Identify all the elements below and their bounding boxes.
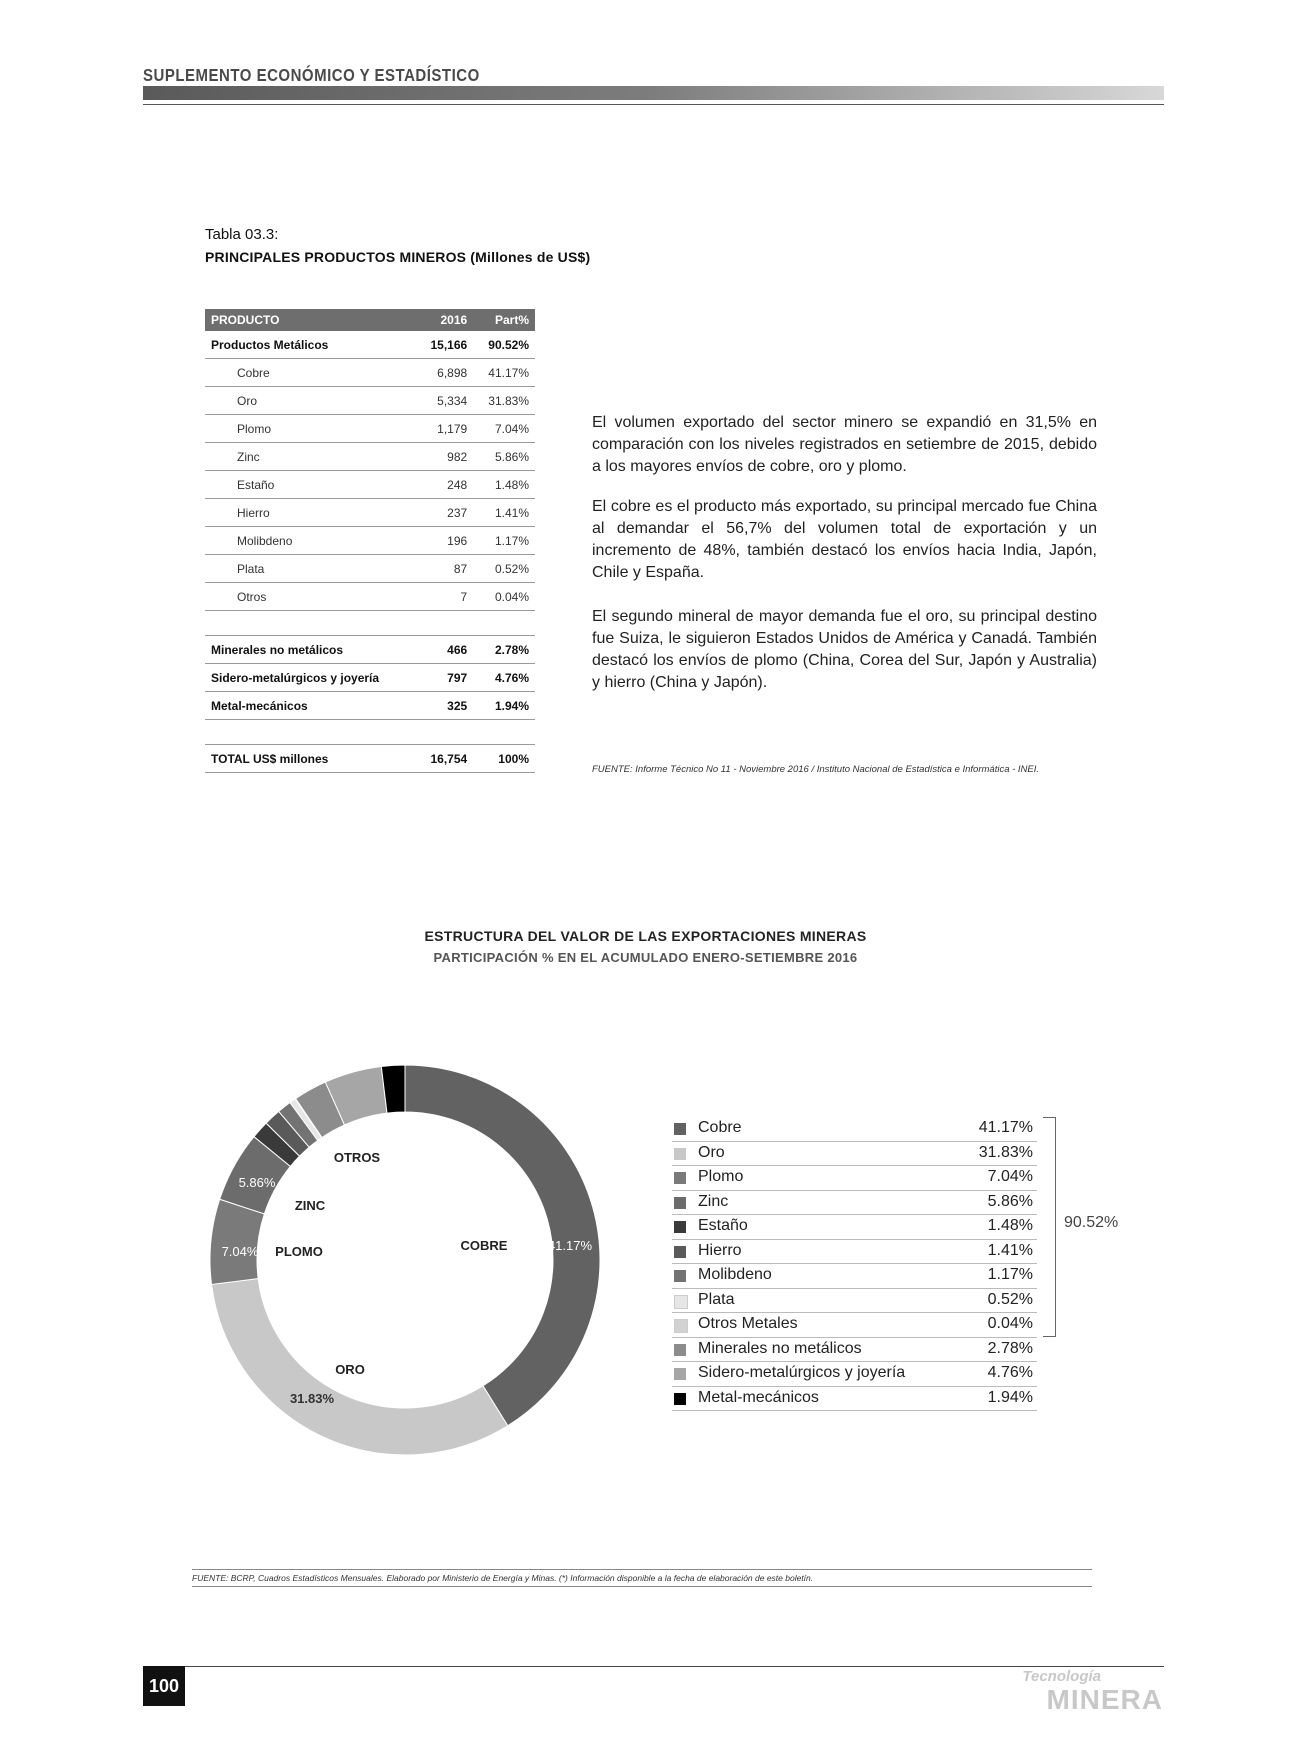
legend-value: 7.04%: [987, 1168, 1033, 1185]
cell-value: 196: [416, 527, 473, 555]
cell-part: 31.83%: [473, 387, 535, 415]
cell-value: 325: [416, 692, 473, 720]
table-row: [205, 359, 535, 387]
legend-value: 1.17%: [987, 1266, 1033, 1283]
column-header-part: Part%: [473, 309, 535, 331]
cell-name: Plomo: [205, 415, 416, 443]
table-row-group: [205, 636, 535, 664]
legend-label: Molibdeno: [698, 1266, 772, 1283]
table-total-row: [205, 745, 535, 773]
table-spacer-row: [205, 611, 535, 636]
cell-value: 466: [416, 636, 473, 664]
cell-name: Sidero-metalúrgicos y joyería: [205, 664, 416, 692]
cell-value: 87: [416, 555, 473, 583]
cell-name: Zinc: [205, 443, 416, 471]
legend-swatch: [674, 1270, 686, 1282]
table-row: [205, 527, 535, 555]
body-paragraph: El segundo mineral de mayor demanda fue el oro, su principal destino fue Suiza, le siguieron Estados Unidos de América y Canadá. También destacó los envíos de plomo (China, Corea del Sur, Japón y Australia) y hierro (China y Japón).: [592, 608, 1097, 691]
legend-value: 5.86%: [987, 1192, 1033, 1210]
legend-label: Otros Metales: [698, 1315, 798, 1332]
table-row-group: [205, 664, 535, 692]
body-paragraph: El cobre es el producto más exportado, su principal mercado fue China al demandar el 56,7% del volumen total de exportación y un incremento de 48%, también destacó los envíos hacia India, Japón, Chile y España.: [592, 498, 1097, 581]
legend-item: [672, 1215, 1037, 1240]
legend-item: [672, 1289, 1037, 1314]
cell-part: 90.52%: [473, 331, 535, 359]
cell-value: 1,179: [416, 415, 473, 443]
cell-value: 248: [416, 471, 473, 499]
legend-value: 1.48%: [987, 1217, 1033, 1234]
cell-part: 7.04%: [473, 415, 535, 443]
legend-label: Plata: [698, 1290, 735, 1308]
cell-name: Otros: [205, 583, 416, 611]
table-row: [205, 471, 535, 499]
legend-swatch: [674, 1148, 686, 1160]
column-header-year: 2016: [416, 309, 473, 331]
table-row: [205, 583, 535, 611]
cell-value: 5,334: [416, 387, 473, 415]
logo-bottom-text: MINERA: [1046, 1684, 1163, 1715]
cell-part: 5.86%: [473, 443, 535, 471]
cell-part: 2.78%: [473, 636, 535, 664]
cell-part: 0.04%: [473, 583, 535, 611]
legend-swatch: [674, 1319, 688, 1333]
chart-subtitle: PARTICIPACIÓN % EN EL ACUMULADO ENERO-SETIEMBRE 2016: [433, 950, 858, 965]
legend-swatch: [674, 1172, 686, 1184]
cell-name: Minerales no metálicos: [205, 636, 416, 664]
header-gradient-bar: [143, 86, 1164, 100]
legend-item: [672, 1313, 1037, 1338]
cell-name: Plata: [205, 555, 416, 583]
cell-name: Estaño: [205, 471, 416, 499]
legend-swatch: [674, 1246, 686, 1258]
legend-swatch: [674, 1123, 686, 1135]
cell-part: 100%: [473, 745, 535, 773]
slice-label-oro: ORO: [335, 1362, 365, 1377]
table-row: [205, 415, 535, 443]
metallic-bracket: [1043, 1117, 1056, 1337]
chart-source-note: FUENTE: BCRP, Cuadros Estadísticos Mensuales. Elaborado por Ministerio de Energía y Minas. (*) Información disponible a la fecha de elaboración de este boletín.: [192, 1573, 814, 1583]
cell-value: 16,754: [416, 745, 473, 773]
footer-rule: [143, 1666, 1164, 1667]
chart-legend: [672, 1117, 1037, 1411]
cell-value: 6,898: [416, 359, 473, 387]
legend-item: [672, 1166, 1037, 1191]
legend-label: Minerales no metálicos: [698, 1339, 862, 1357]
legend-value: 0.04%: [987, 1315, 1033, 1332]
slice-label-otros: OTROS: [333, 1150, 381, 1165]
cell-part: 4.76%: [473, 664, 535, 692]
legend-swatch: [674, 1197, 686, 1209]
cell-part: 1.94%: [473, 692, 535, 720]
header-rule: [143, 104, 1164, 105]
cell-value: 797: [416, 664, 473, 692]
mining-products-table: [205, 309, 535, 773]
slice-value-plomo: 7.04%: [221, 1244, 259, 1259]
cell-value: 982: [416, 443, 473, 471]
legend-value: 1.94%: [987, 1388, 1033, 1406]
legend-label: Hierro: [698, 1241, 742, 1259]
cell-name: Molibdeno: [205, 527, 416, 555]
column-header-product: PRODUCTO: [205, 309, 416, 331]
cell-part: 1.48%: [473, 471, 535, 499]
legend-item: [672, 1362, 1037, 1387]
table-row: [205, 499, 535, 527]
cell-part: 1.41%: [473, 499, 535, 527]
table-header-row: [205, 309, 535, 331]
legend-label: Cobre: [698, 1119, 742, 1136]
slice-label-plomo: PLOMO: [275, 1244, 323, 1259]
slice-value-zinc: 5.86%: [238, 1175, 276, 1190]
table-row-metallic-group: [205, 331, 535, 359]
legend-value: 41.17%: [978, 1119, 1033, 1136]
legend-value: 0.52%: [987, 1290, 1033, 1308]
cell-value: 15,166: [416, 331, 473, 359]
export-structure-donut-chart: [195, 1050, 615, 1470]
legend-item: [672, 1264, 1037, 1289]
legend-label: Oro: [698, 1143, 725, 1161]
donut-slices: [210, 1065, 600, 1455]
slice-label-zinc: ZINC: [294, 1198, 326, 1213]
legend-label: Zinc: [698, 1192, 729, 1210]
table-label: Tabla 03.3:: [205, 226, 279, 243]
legend-item: [672, 1117, 1037, 1142]
publication-logo: [993, 1668, 1163, 1716]
slice-label-cobre: COBRE: [460, 1238, 508, 1253]
legend-label: Estaño: [698, 1217, 748, 1234]
table-row-group: [205, 692, 535, 720]
legend-swatch: [674, 1221, 686, 1233]
legend-label: Sidero-metalúrgicos y joyería: [698, 1364, 906, 1381]
table-row: [205, 555, 535, 583]
cell-part: 0.52%: [473, 555, 535, 583]
table-title: PRINCIPALES PRODUCTOS MINEROS (Millones de US$): [205, 249, 591, 265]
slice-value-oro: 31.83%: [289, 1391, 335, 1406]
cell-value: 237: [416, 499, 473, 527]
logo-top-text: Tecnología: [1022, 1668, 1101, 1685]
cell-name: Oro: [205, 387, 416, 415]
legend-swatch: [674, 1368, 686, 1380]
metallic-total-label: 90.52%: [1064, 1214, 1119, 1231]
legend-label: Metal-mecánicos: [698, 1388, 819, 1406]
cell-name: TOTAL US$ millones: [205, 745, 416, 773]
legend-item: [672, 1338, 1037, 1363]
legend-item: [672, 1142, 1037, 1167]
donut-slice-plomo: [210, 1199, 264, 1284]
cell-name: Metal-mecánicos: [205, 692, 416, 720]
table-source-note: FUENTE: Informe Técnico No 11 - Noviembre 2016 / Instituto Nacional de Estadística e Informática - INEI.: [592, 764, 1040, 775]
legend-swatch: [674, 1393, 686, 1405]
legend-value: 4.76%: [987, 1364, 1033, 1381]
table-row: [205, 443, 535, 471]
legend-item: [672, 1240, 1037, 1265]
cell-part: 41.17%: [473, 359, 535, 387]
cell-value: 7: [416, 583, 473, 611]
table-spacer-row: [205, 720, 535, 745]
legend-item: [672, 1191, 1037, 1216]
source-rule-top: [192, 1569, 1092, 1570]
legend-label: Plomo: [698, 1168, 744, 1185]
legend-value: 2.78%: [987, 1339, 1033, 1357]
source-rule-bottom: [192, 1586, 1092, 1587]
cell-name: Productos Metálicos: [205, 331, 416, 359]
cell-name: Cobre: [205, 359, 416, 387]
table-row: [205, 387, 535, 415]
legend-swatch: [674, 1344, 686, 1356]
cell-name: Hierro: [205, 499, 416, 527]
legend-value: 31.83%: [978, 1143, 1033, 1161]
cell-part: 1.17%: [473, 527, 535, 555]
legend-value: 1.41%: [987, 1241, 1033, 1259]
legend-item: [672, 1387, 1037, 1412]
chart-title: ESTRUCTURA DEL VALOR DE LAS EXPORTACIONES MINERAS: [424, 928, 867, 944]
running-header-title: SUPLEMENTO ECONÓMICO Y ESTADÍSTICO: [143, 66, 480, 86]
slice-value-cobre: 41.17%: [547, 1238, 593, 1253]
page-number: 100: [143, 1666, 185, 1706]
legend-swatch: [674, 1295, 688, 1309]
body-paragraph: El volumen exportado del sector minero se expandió en 31,5% en comparación con los niveles registrados en setiembre de 2015, debido a los mayores envíos de cobre, oro y plomo.: [592, 414, 1097, 475]
